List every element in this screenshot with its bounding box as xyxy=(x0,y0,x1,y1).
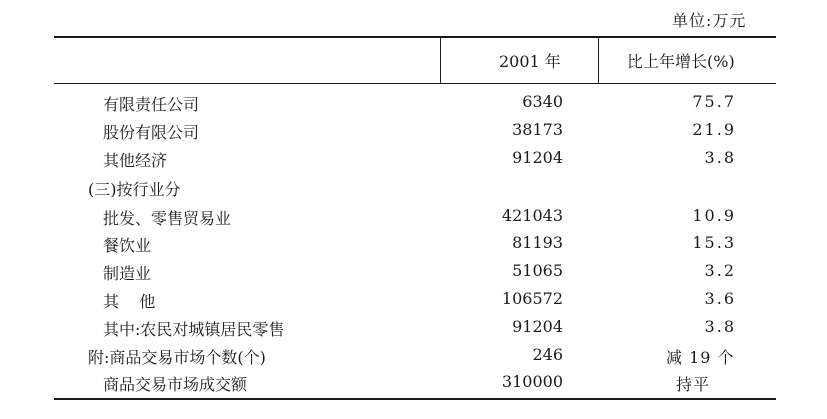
row-change: 15.3 xyxy=(692,233,736,252)
table-row xyxy=(0,261,827,287)
row-change: 21.9 xyxy=(692,120,736,139)
unit-label: 单位:万元 xyxy=(672,11,747,30)
row-value: 106572 xyxy=(501,289,563,308)
row-label: 制造业 xyxy=(103,264,152,283)
row-label: 商品交易市场成交额 xyxy=(103,375,248,394)
table-row xyxy=(0,345,827,371)
table-row xyxy=(0,289,827,315)
header-column-divider xyxy=(440,38,441,83)
row-change: 3.2 xyxy=(704,261,736,280)
row-value: 38173 xyxy=(512,120,563,139)
row-value: 81193 xyxy=(512,233,563,252)
row-change: 75.7 xyxy=(692,92,736,111)
row-change: 持平 xyxy=(676,375,711,394)
table-row xyxy=(0,148,827,174)
column-header-year: 2001 年 xyxy=(499,52,561,71)
row-change: 3.8 xyxy=(704,148,736,167)
header-bottom-rule xyxy=(54,83,776,84)
table-section-row xyxy=(0,177,827,203)
row-value: 6340 xyxy=(522,92,563,111)
column-header-growth: 比上年增长(%) xyxy=(627,52,735,71)
table-row xyxy=(0,120,827,146)
table-top-rule xyxy=(54,36,776,38)
table-row xyxy=(0,317,827,343)
row-label: 其 他 xyxy=(103,292,156,311)
table-row xyxy=(0,233,827,259)
row-label: 附:商品交易市场个数(个) xyxy=(88,348,266,367)
row-label: 有限责任公司 xyxy=(103,95,200,114)
row-label: 股份有限公司 xyxy=(103,123,200,142)
row-label: 其中:农民对城镇居民零售 xyxy=(103,320,285,339)
row-value: 421043 xyxy=(501,206,563,225)
table-row xyxy=(0,92,827,118)
row-label: 其他经济 xyxy=(103,151,168,170)
table-row xyxy=(0,372,827,398)
row-label: 批发、零售贸易业 xyxy=(103,209,232,228)
row-value: 310000 xyxy=(501,372,563,391)
row-change: 10.9 xyxy=(692,206,736,225)
header-column-divider xyxy=(598,38,599,83)
row-value: 246 xyxy=(532,345,563,364)
row-change: 3.8 xyxy=(704,317,736,336)
row-label: 餐饮业 xyxy=(103,236,152,255)
row-value: 51065 xyxy=(512,261,563,280)
section-label: (三)按行业分 xyxy=(88,180,181,199)
table-row xyxy=(0,206,827,232)
row-value: 91204 xyxy=(512,148,563,167)
table-bottom-rule xyxy=(54,398,776,400)
row-change: 3.6 xyxy=(704,289,736,308)
row-change: 减 19 个 xyxy=(666,348,735,367)
row-value: 91204 xyxy=(512,317,563,336)
